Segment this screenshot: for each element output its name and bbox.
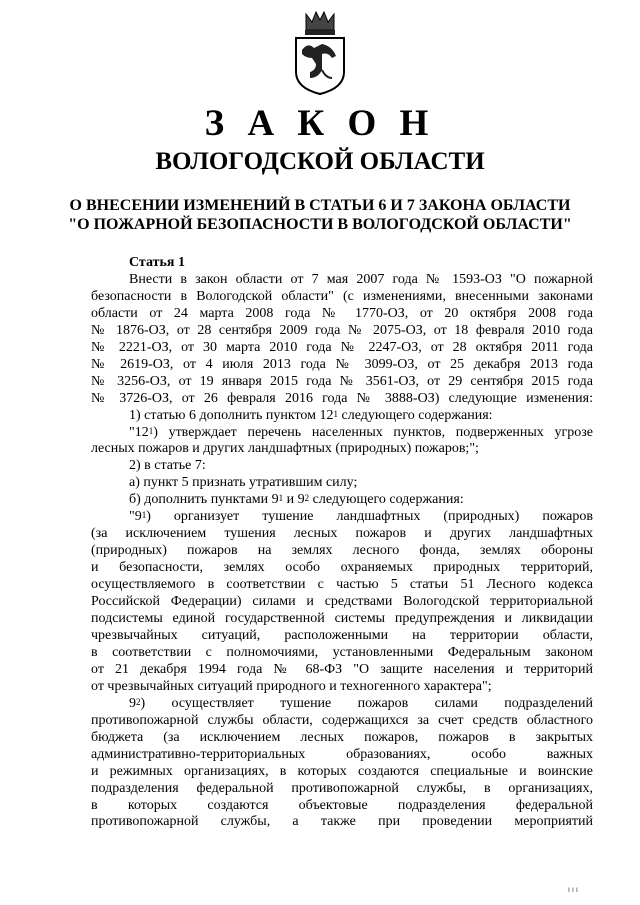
text-line: осуществляемого в соответствии с частью 5 статьи 51 Лесного кодекса (91, 577, 593, 593)
coat-of-arms-icon (292, 8, 348, 96)
text-line: от чрезвычайных ситуаций природного и техногенного характера"; (91, 678, 492, 694)
document-region: ВОЛОГОДСКОЙ ОБЛАСТИ (155, 148, 485, 175)
text-line: (природных) пожаров на землях лесного фонда, землях обороны (91, 543, 593, 559)
text-line: противопожарной службы области, содержащихся за счет средств областного (91, 712, 593, 728)
text-line: противопожарной службы, а также при проведении мероприятий (91, 814, 593, 830)
list-item: 2) в статье 7: (129, 458, 206, 474)
text-line: в которых создаются объектовые подразделения федеральной (91, 797, 593, 813)
text-line: чрезвычайных ситуаций, расположенными на территории области, (91, 627, 593, 643)
text-line: подсистемы единой государственной системы предупреждения и ликвидации (91, 611, 593, 627)
list-item: б) дополнить пунктами $9^1$ и $9^2$ следующего содержания: (129, 492, 464, 508)
text-line: $9^2$) осуществляет тушение пожаров силами подразделений (129, 695, 593, 711)
text-line: в соответствии с полномочиями, установленными Федеральным законом (91, 644, 593, 660)
subtitle-line: О ВНЕСЕНИИ ИЗМЕНЕНИЙ В СТАТЬИ 6 И 7 ЗАКОНА ОБЛАСТИ (69, 197, 571, 214)
text-line: "$9^1$) организует тушение ландшафтных (природных) пожаров (129, 509, 593, 525)
list-item: 1) статью 6 дополнить пунктом $12^1$ следующего содержания: (129, 407, 493, 423)
text-line: "$12^1$) утверждает перечень населенных пунктов, подверженных угрозе (129, 424, 593, 440)
text-line: Внести в закон области от 7 мая 2007 года № 1593-ОЗ "О пожарной (129, 271, 593, 287)
text-line: № 2221-ОЗ, от 30 марта 2010 года № 2247-ОЗ, от 28 октября 2011 года (91, 339, 593, 355)
page-mark: ι ι ι (568, 885, 578, 894)
text-line: от 21 декабря 1994 года № 68-ФЗ "О защите населения и территорий (91, 661, 593, 677)
text-line: области от 24 марта 2008 года № 1770-ОЗ, от 20 октября 2008 года (91, 305, 593, 321)
text-line: № 2619-ОЗ, от 4 июля 2013 года № 3099-ОЗ, от 25 декабря 2013 года (91, 356, 593, 372)
document-subtitle (0, 196, 640, 234)
text-line: безопасности в Вологодской области" (с изменениями, внесенными законами (91, 288, 593, 304)
text-line: и безопасности, землях особо охраняемых природных территорий, (91, 560, 593, 576)
text-line: административно-территориальных образованиях, особо важных (91, 746, 593, 762)
coat-of-arms (292, 8, 348, 96)
text-line: № 3256-ОЗ, от 19 января 2015 года № 3561-ОЗ, от 29 сентября 2015 года (91, 373, 593, 389)
text-line: лесных пожаров и других ландшафтных (природных) пожаров;"; (91, 441, 479, 457)
subtitle-line: "О ПОЖАРНОЙ БЕЗОПАСНОСТИ В ВОЛОГОДСКОЙ ОБЛАСТИ" (68, 216, 572, 233)
text-line: (за исключением тушения лесных пожаров и других ландшафтных (91, 526, 593, 542)
text-line: № 3726-ОЗ, от 26 февраля 2016 года № 3888-ОЗ) следующие изменения: (91, 390, 593, 406)
list-item: а) пункт 5 признать утратившим силу; (129, 475, 358, 491)
article-heading: Статья 1 (129, 255, 185, 270)
text-line: № 1876-ОЗ, от 28 сентября 2009 года № 2075-ОЗ, от 18 февраля 2010 года (91, 322, 593, 338)
text-line: Российской Федерации) силами и средствами Вологодской территориальной (91, 594, 593, 610)
document-body (91, 255, 593, 831)
text-line: и режимных организациях, в которых создаются специальные и воинские (91, 763, 593, 779)
text-line: подразделения федеральной противопожарной службы, в организациях, (91, 780, 593, 796)
document-title: З А К О Н (204, 103, 436, 144)
text-line: бюджета (за исключением лесных пожаров, пожаров в закрытых (91, 729, 593, 745)
